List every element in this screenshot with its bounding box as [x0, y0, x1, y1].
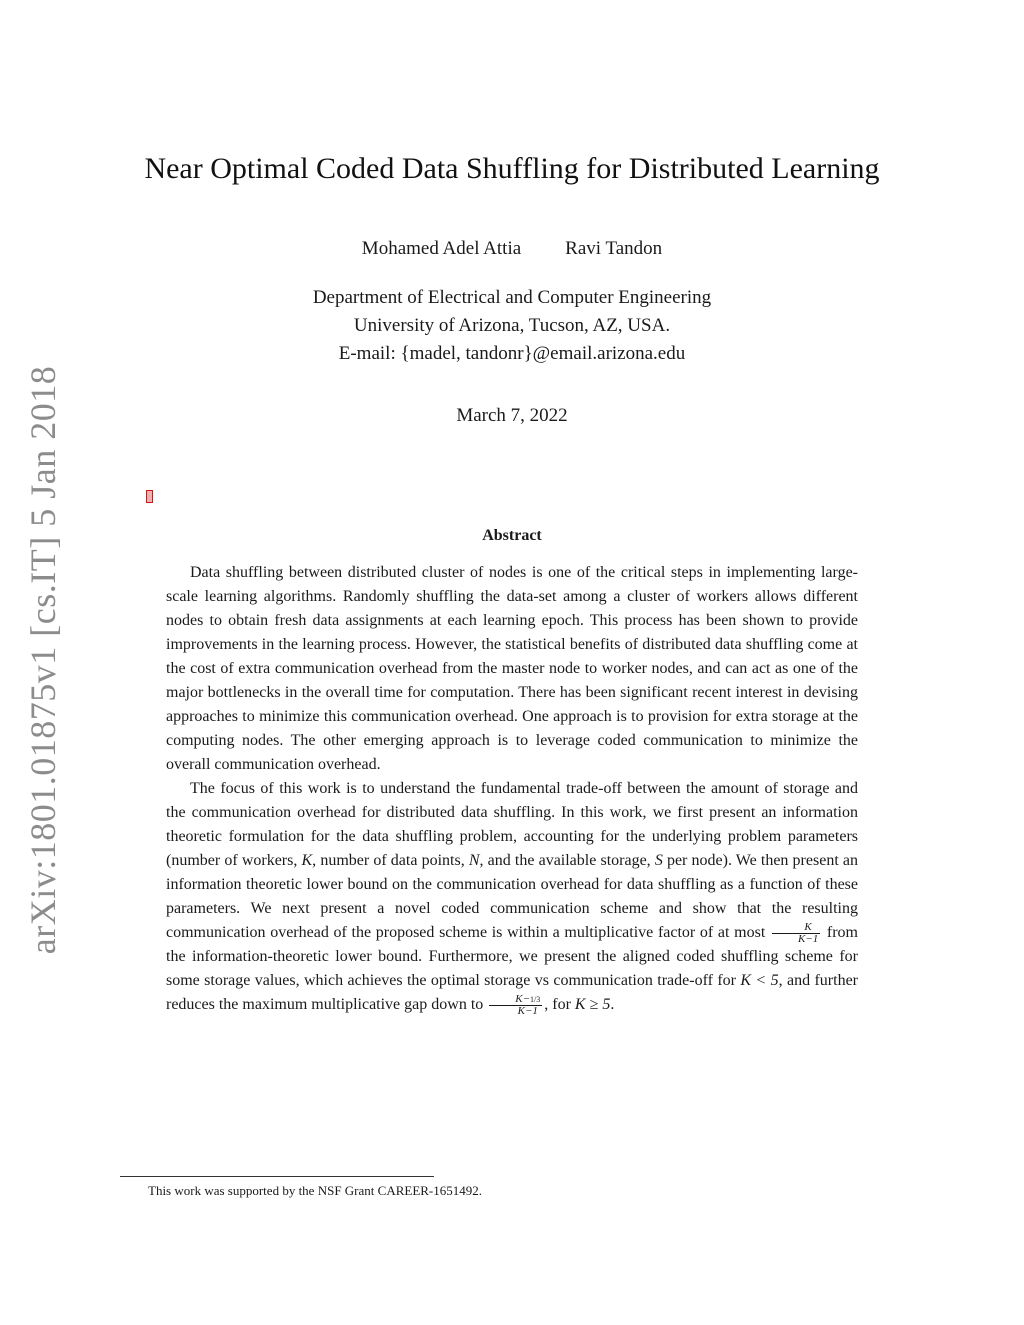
red-marker-icon [146, 490, 153, 503]
text-run: , number of data points, [312, 852, 469, 869]
math-run: 1/3 [530, 994, 541, 1004]
arxiv-stamp [18, 365, 68, 955]
math-var: S [654, 852, 663, 869]
text-run: from the information-theoretic lower bound. Furthermore, we present the aligned coded shuffling scheme for some storage values, which achieves the optimal storage vs communication trade-off for [166, 924, 858, 989]
math-run: K− [515, 992, 531, 1005]
fraction-gap [489, 994, 542, 1017]
arxiv-identifier: arXiv:1801.01875v1 [cs.IT] 5 Jan 2018 [23, 365, 63, 955]
abstract-heading: Abstract [482, 527, 542, 544]
text-run: The focus of this work is to understand the fundamental trade-off between the amount of storage and the communication overhead for distributed data shuffling. In this work, we first present an information theoretic formulation for the data shuffling problem, accounting for the underlying problem parameters (number of workers, [166, 780, 858, 869]
text-run: per node). We then present an information theoretic lower bound on the communication overhead for data shuffling as a function of these parameters. We next present a novel coded communication scheme and show that the resulting communication overhead of the proposed scheme is within a multiplicative factor of at most [166, 852, 858, 941]
text-run: , for [544, 996, 575, 1013]
affiliation-email: E-mail: {madel, tandonr}@email.arizona.edu [338, 343, 686, 364]
text-run: , and further reduces the maximum multiplicative gap down to [166, 972, 859, 1013]
author-name: Ravi Tandon [565, 238, 663, 259]
abstract-paragraph-2 [166, 777, 858, 1017]
paper-date: March 7, 2022 [456, 405, 568, 426]
footnote-rule [120, 1176, 434, 1177]
author-list [0, 238, 1024, 260]
fraction-numerator: K [772, 922, 820, 934]
math-var: N [468, 852, 480, 869]
affiliation [0, 284, 1024, 368]
text-run: . [610, 996, 615, 1013]
affiliation-department: Department of Electrical and Computer Engineering [312, 287, 712, 308]
paper-title: Near Optimal Coded Data Shuffling for Distributed Learning [144, 152, 880, 185]
abstract-body [166, 561, 858, 1017]
fraction-denominator: K−1 [517, 1004, 538, 1017]
math-condition: K ≥ 5 [574, 996, 611, 1013]
affiliation-university: University of Arizona, Tucson, AZ, USA. [353, 315, 671, 336]
text-run: , and the available storage, [479, 852, 655, 869]
author-name: Mohamed Adel Attia [361, 238, 522, 259]
fraction-k-over-k-minus-1 [772, 922, 820, 945]
abstract-paragraph-1: Data shuffling between distributed cluster of nodes is one of the critical steps in implementing large-scale learning algorithms. Randomly shuffling the data-set among a cluster of workers allows different nodes to obtain fresh data assignments at each learning epoch. This process has been shown to provide improvements in the learning process. However, the statistical benefits of distributed data shuffling come at the cost of extra communication overhead from the master node to worker nodes, and can act as one of the major bottlenecks in the overall time for computation. There has been significant recent interest in devising approaches to minimize this communication overhead. One approach is to provision for extra storage at the computing nodes. The other emerging approach is to leverage coded communication to minimize the overall communication overhead. [166, 564, 858, 773]
math-var: K [301, 852, 313, 869]
math-condition: K < 5 [740, 972, 779, 989]
fraction-denominator: K−1 [797, 932, 819, 945]
footnote: This work was supported by the NSF Grant CAREER-1651492. [148, 1183, 483, 1198]
